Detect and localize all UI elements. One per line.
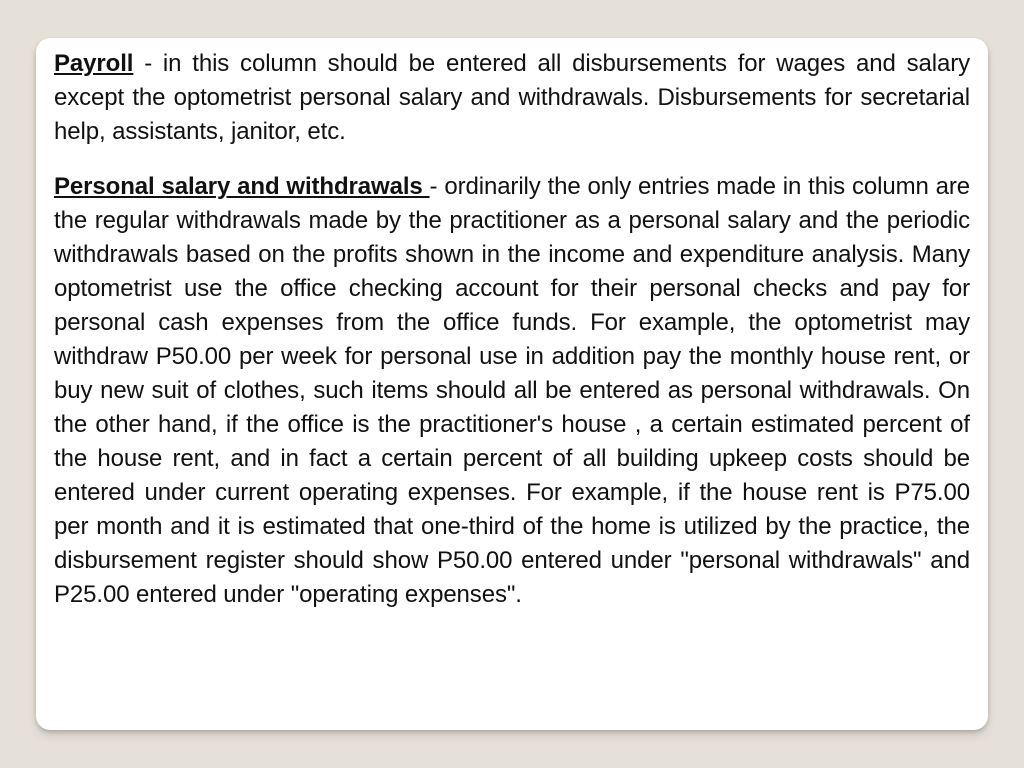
payroll-description: - in this column should be entered all disbursements for wages and salary except the optometrist personal salary and withdrawals. Disbursements for secretarial help, assistants, janitor, etc. <box>54 50 970 145</box>
personal-salary-paragraph <box>54 170 970 612</box>
slide-content-card <box>36 38 988 730</box>
personal-salary-description: - ordinarily the only entries made in this column are the regular withdrawals made by the practitioner as a personal salary and the periodic withdrawals based on the profits shown in the income and expenditure analysis. Many optometrist use the office checking account for their personal checks and pay for personal cash expenses from the office funds. For example, the optometrist may withdraw P50.00 per week for personal use in addition pay the monthly house rent, or buy new suit of clothes, such items should all be entered as personal withdrawals. On the other hand, if the office is the practitioner's house , a certain estimated percent of the house rent, and in fact a certain percent of all building upkeep costs should be entered under current operating expenses. For example, if the house rent is P75.00 per month and it is estimated that one-third of the home is utilized by the practice, the disbursement register should show P50.00 entered under "personal withdrawals" and P25.00 entered under "operating expenses". <box>54 173 970 608</box>
payroll-term: Payroll <box>54 50 134 77</box>
payroll-paragraph <box>54 47 970 149</box>
personal-salary-term: Personal salary and withdrawals <box>54 173 430 200</box>
